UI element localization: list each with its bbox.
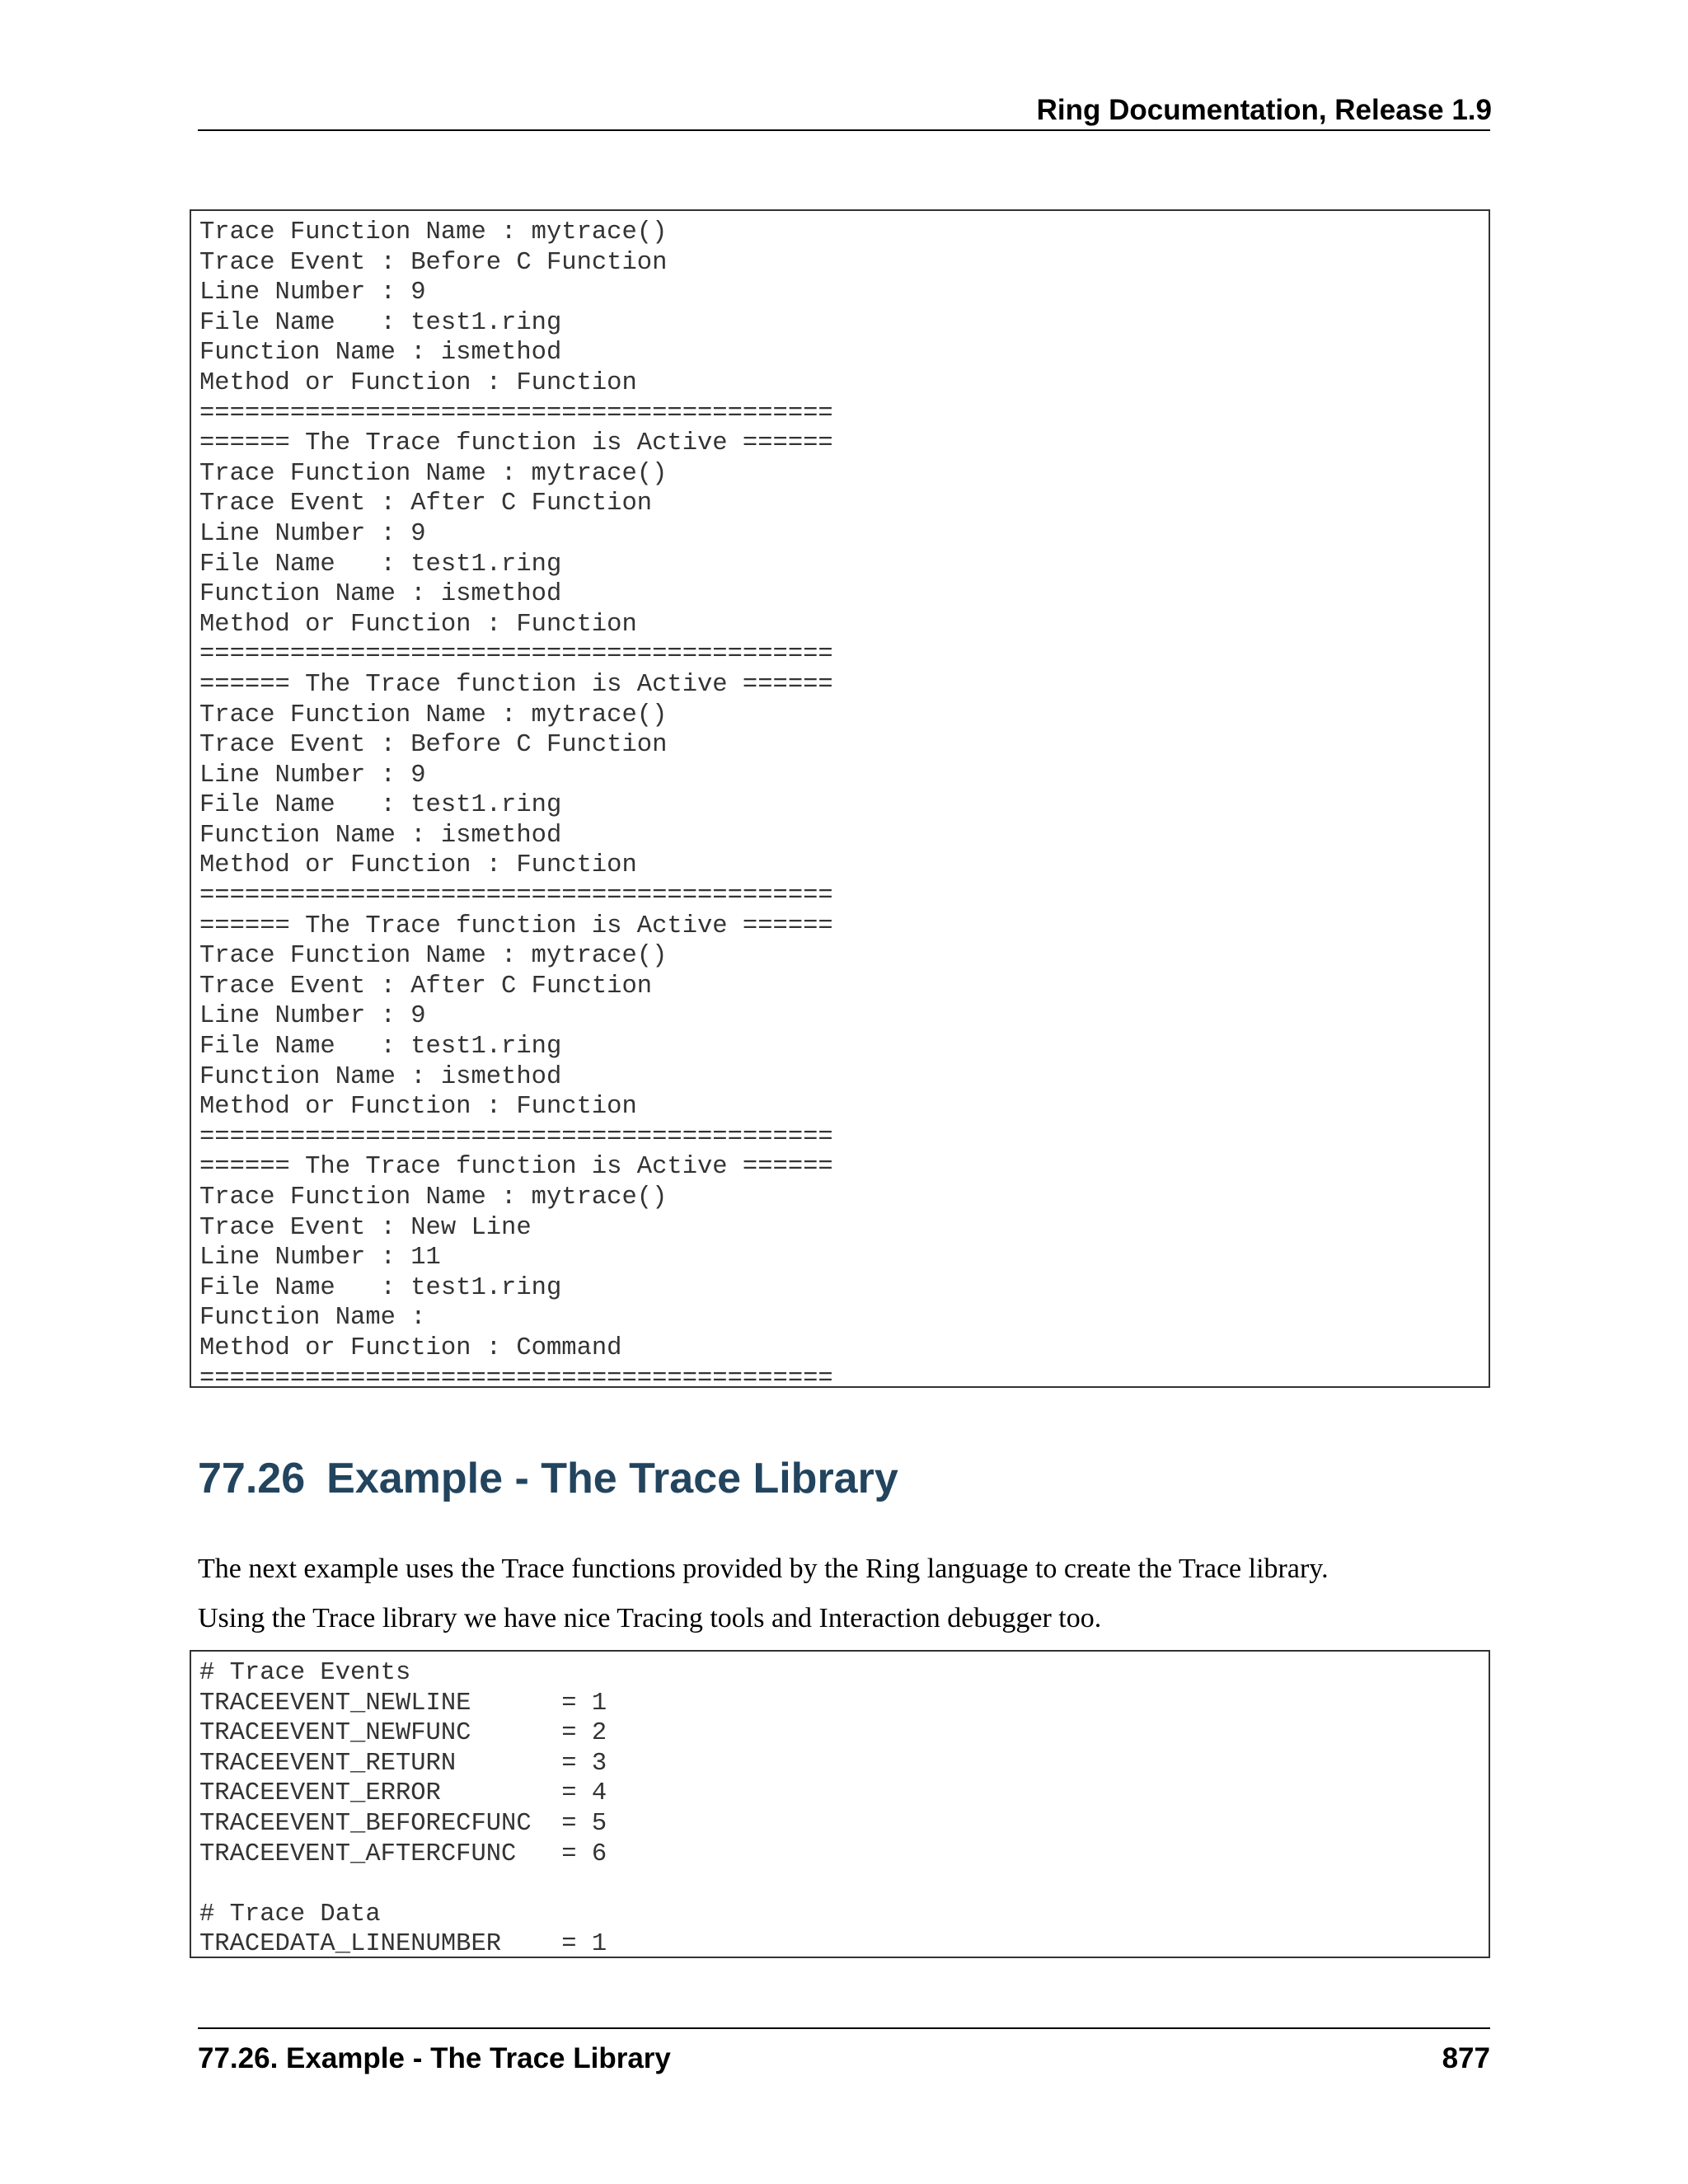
code-line: File Name : test1.ring: [199, 791, 562, 820]
footer-section-label: 77.26. Example - The Trace Library: [198, 2042, 671, 2074]
intro-paragraph: The next example uses the Trace functions provided by the Ring language to create the Trace library.: [198, 1554, 1329, 1584]
code-line: File Name : test1.ring: [199, 1033, 562, 1062]
code-line: ==========================================: [199, 399, 833, 428]
code-line: Trace Event : After C Function: [199, 972, 653, 1001]
code-line: ==========================================: [199, 1122, 833, 1151]
code-line: Function Name : ismethod: [199, 821, 562, 850]
code-line: Method or Function : Function: [199, 610, 637, 639]
code-line: File Name : test1.ring: [199, 550, 562, 579]
code-line: ====== The Trace function is Active ======: [199, 912, 833, 940]
section-number: 77.26: [198, 1455, 306, 1502]
code-line: TRACEEVENT_AFTERCFUNC = 6: [199, 1840, 607, 1868]
code-line: Method or Function : Function: [199, 1093, 637, 1122]
code-line: # Trace Data: [199, 1900, 381, 1929]
code-line: Trace Function Name : mytrace(): [199, 1183, 668, 1212]
code-line: Method or Function : Command: [199, 1333, 622, 1362]
code-line: ==========================================: [199, 1364, 833, 1393]
footer-divider: [198, 2027, 1490, 2029]
code-line: File Name : test1.ring: [199, 1273, 562, 1302]
code-line: TRACEEVENT_RETURN = 3: [199, 1749, 607, 1778]
code-line: Trace Event : After C Function: [199, 490, 653, 518]
code-line: Trace Function Name : mytrace(): [199, 942, 668, 971]
code-line: TRACEEVENT_NEWLINE = 1: [199, 1689, 607, 1718]
code-line: Method or Function : Function: [199, 368, 637, 397]
running-header-title: Ring Documentation, Release 1.9: [1036, 94, 1492, 126]
section-title: Example - The Trace Library: [326, 1455, 898, 1502]
code-line: ====== The Trace function is Active ======: [199, 670, 833, 699]
code-line: TRACEEVENT_ERROR = 4: [199, 1779, 607, 1808]
trace-output-code-block: [190, 209, 1490, 1393]
code-line: ====== The Trace function is Active ======: [199, 429, 833, 458]
trace-library-code-block: [190, 1650, 1490, 1958]
debugger-paragraph: Using the Trace library we have nice Tracing tools and Interaction debugger too.: [198, 1603, 1102, 1633]
code-line: Function Name : ismethod: [199, 580, 562, 609]
code-line: TRACEEVENT_NEWFUNC = 2: [199, 1719, 607, 1748]
code-line: ==========================================: [199, 640, 833, 669]
code-line: Trace Event : New Line: [199, 1213, 532, 1242]
header-divider: [198, 129, 1490, 131]
section-heading: [198, 1452, 898, 1505]
code-line: Trace Function Name : mytrace(): [199, 218, 668, 246]
code-line: TRACEDATA_LINENUMBER = 1: [199, 1930, 607, 1959]
code-line: Trace Event : Before C Function: [199, 248, 668, 277]
code-line: Function Name : ismethod: [199, 1062, 562, 1091]
code-line: Trace Function Name : mytrace(): [199, 701, 668, 729]
code-line: Function Name :: [199, 1304, 426, 1333]
code-line: Trace Event : Before C Function: [199, 731, 668, 760]
code-line: Line Number : 9: [199, 519, 426, 548]
code-line: Line Number : 11: [199, 1244, 441, 1272]
code-line: ==========================================: [199, 882, 833, 911]
code-line: ====== The Trace function is Active ======: [199, 1153, 833, 1182]
code-line: File Name : test1.ring: [199, 308, 562, 337]
code-line: Function Name : ismethod: [199, 339, 562, 368]
code-line: Line Number : 9: [199, 279, 426, 307]
code-line: Line Number : 9: [199, 1002, 426, 1031]
code-line: # Trace Events: [199, 1659, 411, 1687]
code-line: Method or Function : Function: [199, 851, 637, 880]
code-line: TRACEEVENT_BEFORECFUNC = 5: [199, 1809, 607, 1838]
code-line: [199, 1869, 1489, 1900]
page-number: 877: [1442, 2042, 1490, 2074]
code-line: Trace Function Name : mytrace(): [199, 459, 668, 488]
code-line: Line Number : 9: [199, 761, 426, 790]
